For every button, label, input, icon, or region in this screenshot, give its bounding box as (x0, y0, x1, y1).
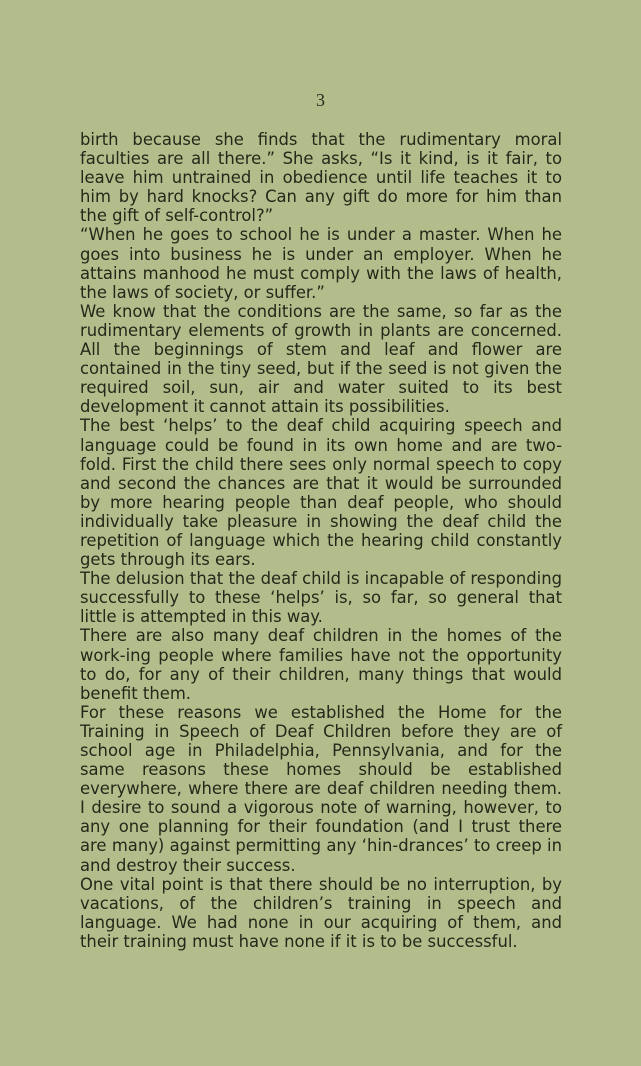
body-text (80, 130, 562, 951)
paragraph: The delusion that the deaf child is incapable of responding successfully to these ‘helps’ is, so far, so general that little is attempted in this way. (80, 569, 562, 627)
paragraph: The best ‘helps’ to the deaf child acquiring speech and language could be found in its own home and are two-fold. First the child there sees only normal speech to copy and second the chances are that it would be surrounded by more hearing people than deaf people, who should individually take pleasure in showing the deaf child the repetition of language which the hearing child constantly gets through its ears. (80, 416, 562, 570)
paragraph: “When he goes to school he is under a master. When he goes into business he is under an employer. When he attains manhood he must comply with the laws of health, the laws of society, or suffer.” (80, 225, 562, 302)
paragraph: One vital point is that there should be no interruption, by vacations, of the children’s training in speech and language. We had none in our acquiring of them, and their training must have none if it is to be successful. (80, 874, 562, 951)
paragraph: We know that the conditions are the same, so far as the rudimentary elements of growth in plants are concerned. All the beginnings of stem and leaf and flower are contained in the tiny seed, but if the seed is not given the required soil, sun, air and water suited to its best development it cannot attain its possibilities. (80, 301, 562, 417)
paragraph: birth because she finds that the rudimentary moral faculties are all there.” She asks, “Is it kind, is it fair, to leave him untrained in obedience until life teaches it to him by hard knocks? Can any gift do more for him than the gift of self-control?” (80, 130, 562, 226)
paragraph: For these reasons we established the Home for the Training in Speech of Deaf Children before they are of school age in Philadelphia, Pennsylvania, and for the same reasons these homes should be established everywhere, where there are deaf children needing them. I desire to sound a vigorous note of warning, however, to any one planning for their foundation (and I trust there are many) against permitting any ‘hin-drances’ to creep in and destroy their success. (80, 702, 562, 875)
page-number: 3 (316, 90, 325, 110)
paragraph: There are also many deaf children in the homes of the work-ing people where families have not the opportunity to do, for any of their children, many things that would benefit them. (80, 626, 562, 703)
